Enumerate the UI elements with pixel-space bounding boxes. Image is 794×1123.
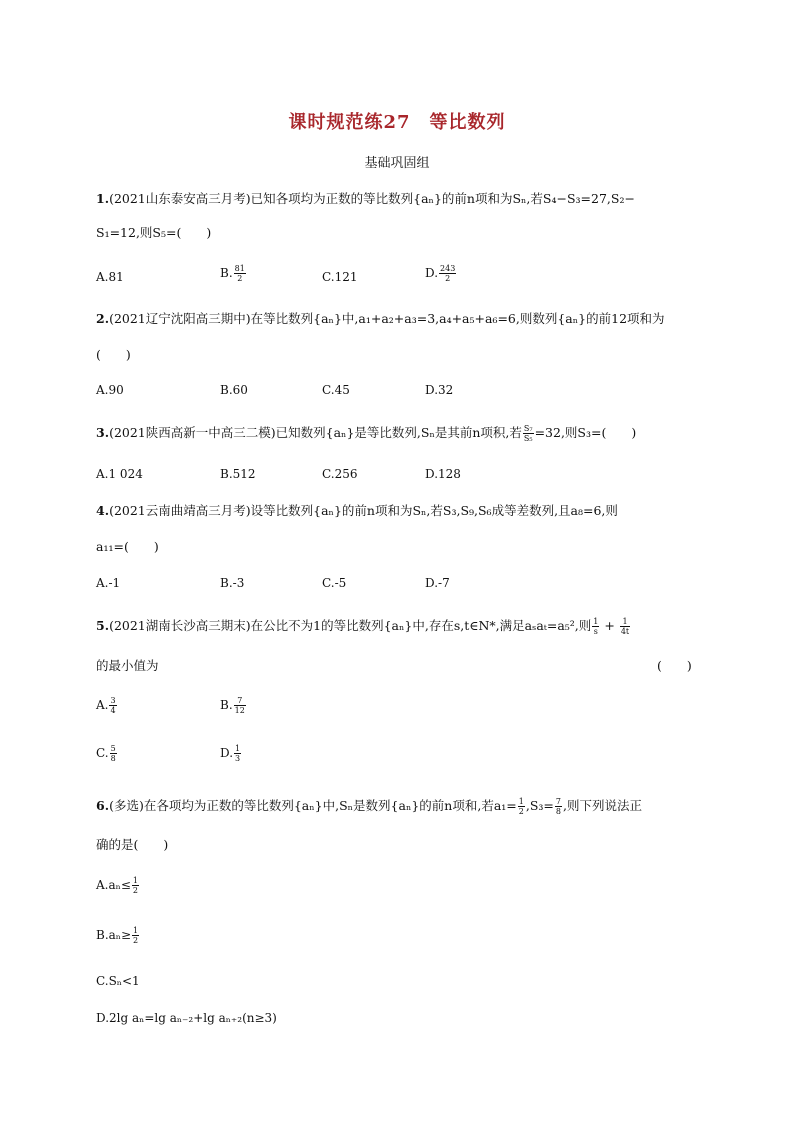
question-number: 1. — [96, 191, 110, 206]
option-a: A.-1 — [96, 576, 121, 590]
option-b: B.512 — [220, 467, 256, 481]
question-source: (2021陕西高新一中高三二模) — [109, 425, 276, 440]
question-number: 6. — [96, 798, 110, 813]
question-text: 在公比不为1的等比数列{aₙ}中,存在s,t∈N*,满足aₛaₜ=a₅²,则 — [250, 618, 592, 633]
question-number: 5. — [96, 618, 110, 633]
question-text: 设等比数列{aₙ}的前n项和为Sₙ,若S₃,S₉,S₆成等差数列,且a₈=6,则 — [250, 503, 618, 518]
question-1 — [96, 190, 635, 208]
answer-bracket: ( ) — [657, 658, 692, 673]
option-d: D.-7 — [425, 576, 450, 590]
question-4-continuation: a₁₁=( ) — [96, 539, 159, 554]
option-a: A. $\frac{3}{4}$ — [96, 696, 116, 715]
question-5: 5.(2021湖南长沙高三期末)在公比不为1的等比数列{aₙ}中,存在s,t∈N*,满足aₛaₜ=a₅²,则 $\frac{1}{s}$ + $\frac{1}{4t}$ — [96, 617, 630, 636]
question-2-continuation: ( ) — [96, 347, 131, 362]
fraction: $\frac{\text{S₇}}{\text{S₅}}$ — [523, 424, 533, 443]
option-c: C.-5 — [322, 576, 347, 590]
section-heading: 基础巩固组 — [364, 156, 430, 171]
option-b: B.aₙ≥ $\frac{1}{2}$ — [96, 926, 139, 945]
question-number: 2. — [96, 311, 110, 326]
fraction: $\frac{1}{s}$ — [593, 617, 599, 636]
option-c: C.Sₙ<1 — [96, 974, 140, 988]
option-d: D. $\frac{243}{2}$ — [425, 264, 456, 283]
question-text: 在各项均为正数的等比数列{aₙ}中,Sₙ是数列{aₙ}的前n项和,若a₁= — [143, 798, 517, 813]
question-source: (多选) — [109, 798, 144, 813]
option-c: C.256 — [322, 467, 358, 481]
option-d: D.2lg aₙ=lg aₙ₋₂+lg aₙ₊₂(n≥3) — [96, 1011, 277, 1025]
question-number: 4. — [96, 503, 110, 518]
option-b: B.-3 — [220, 576, 245, 590]
page-title: 课时规范练27 等比数列 — [288, 112, 506, 133]
option-c: C.121 — [322, 270, 358, 284]
question-2 — [96, 310, 665, 328]
question-1-continuation: S₁=12,则S₅=( ) — [96, 225, 212, 240]
question-source: (2021山东泰安高三月考) — [109, 191, 251, 206]
option-d: D.128 — [425, 467, 461, 481]
fraction: $\frac{7}{8}$ — [555, 797, 561, 816]
question-6: 6.(多选)在各项均为正数的等比数列{aₙ}中,Sₙ是数列{aₙ}的前n项和,若a₁= $\frac{1}{2}$ ,S₃= $\frac{7}{8}$ ,则下列说法正 — [96, 797, 642, 816]
option-a: A.aₙ≤ $\frac{1}{2}$ — [96, 876, 138, 895]
option-b: B.60 — [220, 383, 248, 397]
option-a: A.1 024 — [96, 467, 143, 481]
question-text: 已知数列{aₙ}是等比数列,Sₙ是其前n项积,若 — [275, 425, 522, 440]
question-number: 3. — [96, 425, 110, 440]
option-a: A.90 — [96, 383, 124, 397]
question-text: 在等比数列{aₙ}中,a₁+a₂+a₃=3,a₄+a₅+a₆=6,则数列{aₙ}的前12项和为 — [250, 311, 665, 326]
question-3: 3.(2021陕西高新一中高三二模)已知数列{aₙ}是等比数列,Sₙ是其前n项积,若 $\frac{\text{S₇}}{\text{S₅}}$ =32,则S₃=( ) — [96, 424, 637, 443]
option-b: B. $\frac{7}{12}$ — [220, 696, 245, 715]
option-c: C.45 — [322, 383, 350, 397]
question-6-continuation: 确的是( ) — [96, 837, 169, 852]
question-source: (2021云南曲靖高三月考) — [109, 503, 251, 518]
question-text: 已知各项均为正数的等比数列{aₙ}的前n项和为Sₙ,若S₄−S₃=27,S₂− — [250, 191, 635, 206]
question-4 — [96, 502, 618, 520]
question-source: (2021湖南长沙高三期末) — [109, 618, 251, 633]
fraction: $\frac{1}{4t}$ — [620, 617, 630, 636]
option-a: A.81 — [96, 270, 124, 284]
option-c: C. $\frac{5}{8}$ — [96, 744, 116, 763]
question-source: (2021辽宁沈阳高三期中) — [109, 311, 251, 326]
option-b: B. $\frac{81}{2}$ — [220, 264, 245, 283]
fraction: $\frac{1}{2}$ — [518, 797, 524, 816]
option-d: D.32 — [425, 383, 454, 397]
question-5-continuation: 的最小值为 — [96, 658, 159, 673]
option-d: D. $\frac{1}{3}$ — [220, 744, 241, 763]
